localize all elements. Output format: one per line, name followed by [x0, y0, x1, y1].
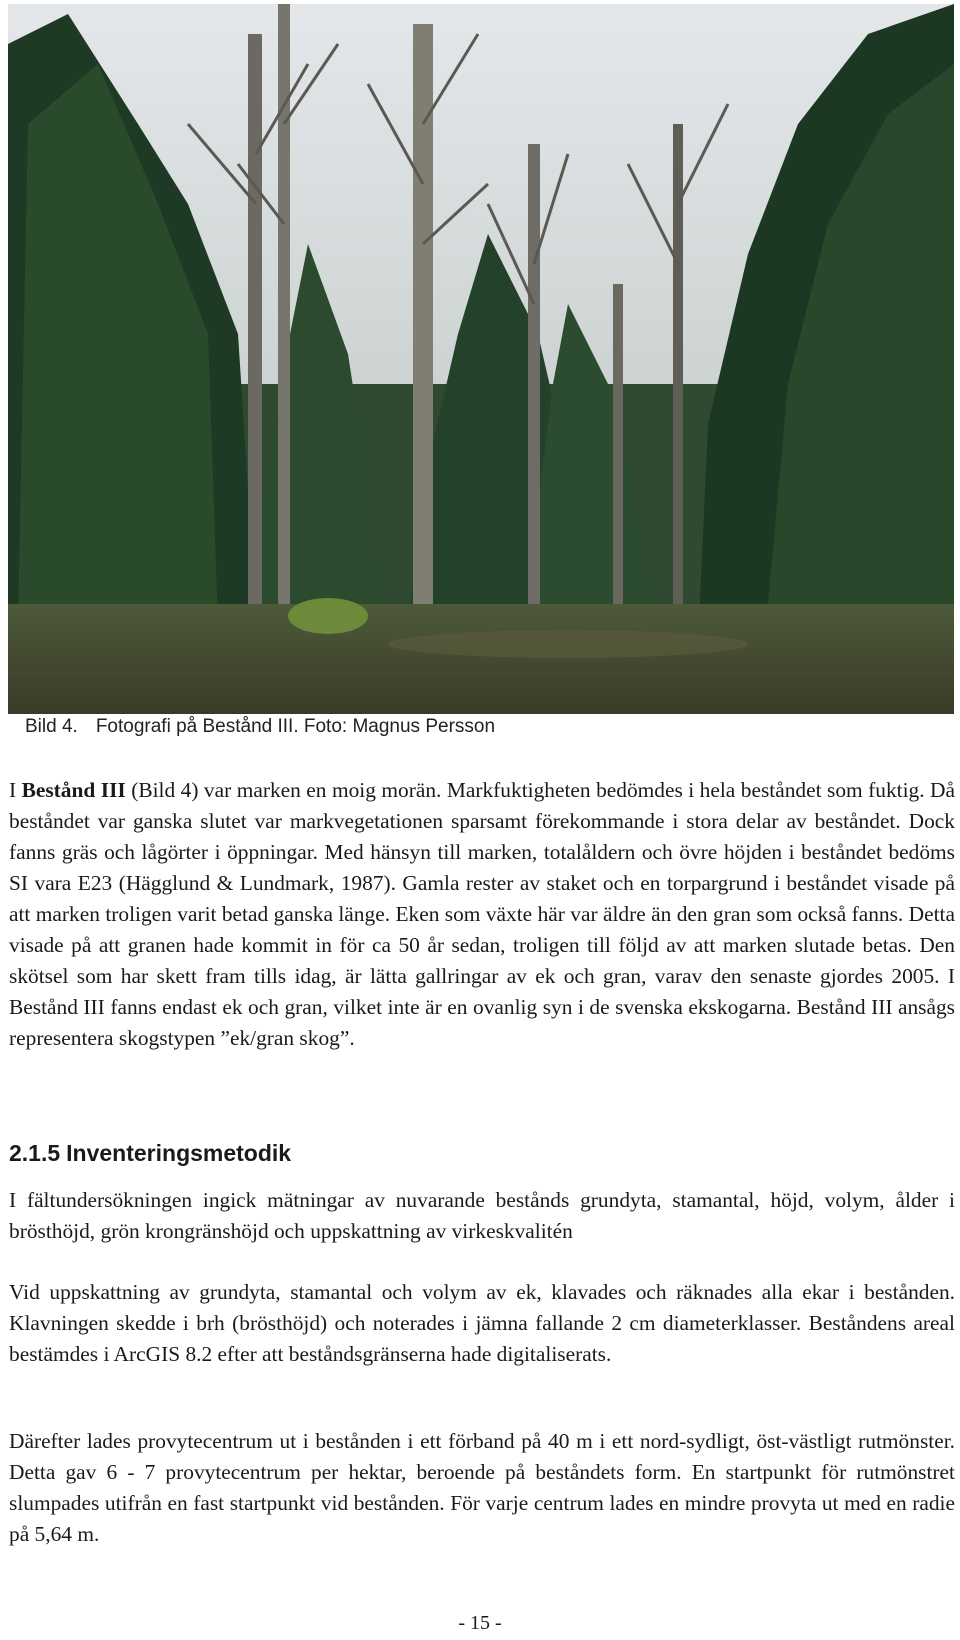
section-heading — [9, 1140, 291, 1167]
paragraph-basal-area: Vid uppskattning av grundyta, stamantal och volym av ek, klavades och räknades alla ekar i bestånden. Klavningen skedde i brh (brösthöjd) och noterades i jämna fallande 2 cm diameterklasser. Beståndens areal bestämdes i ArcGIS 8.2 efter att beståndsgränserna hade digitaliserats. — [9, 1280, 955, 1366]
paragraph-bestand-iii — [9, 775, 955, 1054]
section-number: 2.1.5 — [9, 1140, 61, 1166]
forest-photo — [8, 4, 954, 714]
page-number: - 15 - — [458, 1612, 502, 1634]
figure-caption-text: Fotografi på Bestånd III. Foto: Magnus Persson — [95, 716, 496, 737]
figure-label: Bild 4. — [25, 716, 78, 737]
paragraph-field-survey: I fältundersökningen ingick mätningar av nuvarande bestånds grundyta, stamantal, höjd, volym, ålder i brösthöjd, grön krongränshöjd och uppskattning av virkeskvalitén — [9, 1188, 955, 1243]
paragraph-sample-plots: Därefter lades provytecentrum ut i bestånden i ett förband på 40 m i ett nord-sydligt, öst-västligt rutmönster. Detta gav 6 - 7 provytecentrum per hektar, beroende på beståndets form. En startpunkt för rutmönstret slumpades utifrån en fast startpunkt vid bestånden. För varje centrum lades en mindre provyta ut med en radie på 5,64 m. — [9, 1429, 955, 1546]
forest-illustration — [8, 4, 954, 714]
paragraph-intro: I — [9, 778, 22, 802]
section-title: Inventeringsmetodik — [66, 1140, 292, 1166]
bold-term: Bestånd III — [21, 778, 126, 802]
figure-caption — [25, 716, 495, 738]
paragraph-body: (Bild 4) var marken en moig morän. Markfuktigheten bedömdes i hela beståndet som fuktig. Då beståndet var ganska slutet var markvegetationen sparsamt förekommande i stora delar av beståndet. Dock fanns gräs och lågörter i öppningar. Med hänsyn till marken, totalåldern och övre höjden i beståndet bedöms SI vara E23 (Hägglund & Lundmark, 1987). Gamla rester av staket och en torpargrund i beståndet visade på att marken troligen varit betad ganska länge. Eken som växte här var äldre än den gran som också fanns. Detta visade på att granen hade kommit in för ca 50 år sedan, troligen till följd av att marken slutade betas. Den skötsel som har skett fram tills idag, är lätta gallringar av ek och gran, varav den senaste gjordes 2005. I Bestånd III fanns endast ek och gran, vilket inte är en ovanlig syn i de svenska ekskogarna. Bestånd III ansågs representera skogstypen ”ek/gran skog”. — [9, 778, 955, 1050]
